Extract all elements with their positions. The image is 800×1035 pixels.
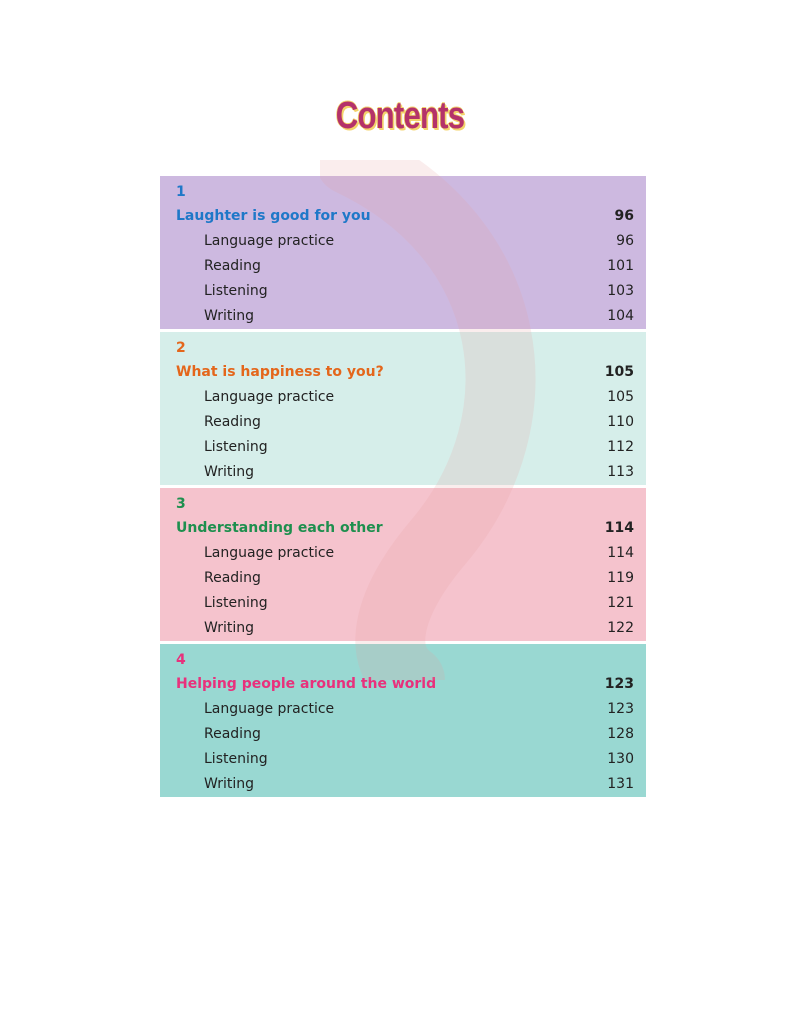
toc-section-row[interactable] (176, 460, 634, 485)
table-of-contents (160, 176, 646, 797)
section-page: 110 (607, 414, 634, 430)
section-page: 128 (607, 726, 634, 742)
unit-title: Laughter is good for you (176, 208, 371, 224)
section-label: Language practice (204, 233, 335, 249)
section-label: Reading (204, 414, 261, 430)
section-label: Reading (204, 726, 261, 742)
section-label: Language practice (204, 545, 335, 561)
section-page: 113 (607, 464, 634, 480)
toc-unit-3 (160, 485, 646, 641)
unit-number: 3 (176, 496, 186, 512)
section-page: 101 (607, 258, 634, 274)
section-label: Listening (204, 283, 268, 299)
section-page: 103 (607, 283, 634, 299)
section-label: Reading (204, 258, 261, 274)
toc-section-row[interactable] (176, 410, 634, 435)
unit-title-row[interactable] (176, 360, 634, 385)
section-label: Reading (204, 570, 261, 586)
section-page: 105 (607, 389, 634, 405)
section-label: Writing (204, 620, 254, 636)
unit-title-row[interactable] (176, 204, 634, 229)
toc-section-row[interactable] (176, 304, 634, 329)
unit-title: What is happiness to you? (176, 364, 384, 380)
toc-section-row[interactable] (176, 591, 634, 616)
section-page: 131 (607, 776, 634, 792)
unit-title-row[interactable] (176, 672, 634, 697)
section-label: Listening (204, 439, 268, 455)
section-list (176, 229, 634, 329)
unit-title: Understanding each other (176, 520, 383, 536)
unit-title-page: 96 (614, 208, 634, 224)
toc-section-row[interactable] (176, 279, 634, 304)
unit-title-page: 123 (604, 676, 634, 692)
section-list (176, 697, 634, 797)
toc-section-row[interactable] (176, 566, 634, 591)
section-page: 96 (616, 233, 634, 249)
toc-section-row[interactable] (176, 254, 634, 279)
toc-section-row[interactable] (176, 747, 634, 772)
section-page: 112 (607, 439, 634, 455)
unit-title-page: 105 (604, 364, 634, 380)
toc-section-row[interactable] (176, 616, 634, 641)
section-label: Writing (204, 776, 254, 792)
unit-title: Helping people around the world (176, 676, 437, 692)
unit-number: 1 (176, 184, 186, 200)
toc-section-row[interactable] (176, 435, 634, 460)
unit-title-page: 114 (604, 520, 634, 536)
section-label: Listening (204, 595, 268, 611)
section-page: 119 (607, 570, 634, 586)
section-page: 114 (607, 545, 634, 561)
section-label: Writing (204, 464, 254, 480)
toc-section-row[interactable] (176, 722, 634, 747)
toc-section-row[interactable] (176, 385, 634, 410)
section-page: 121 (607, 595, 634, 611)
section-label: Language practice (204, 701, 335, 717)
section-label: Listening (204, 751, 268, 767)
unit-title-row[interactable] (176, 516, 634, 541)
toc-unit-4 (160, 641, 646, 797)
section-label: Writing (204, 308, 254, 324)
section-page: 122 (607, 620, 634, 636)
toc-section-row[interactable] (176, 541, 634, 566)
toc-unit-2 (160, 329, 646, 485)
toc-section-row[interactable] (176, 229, 634, 254)
section-label: Language practice (204, 389, 335, 405)
unit-number: 2 (176, 340, 186, 356)
unit-number: 4 (176, 652, 186, 668)
section-list (176, 385, 634, 485)
section-page: 104 (607, 308, 634, 324)
section-page: 130 (607, 751, 634, 767)
toc-section-row[interactable] (176, 697, 634, 722)
section-page: 123 (607, 701, 634, 717)
toc-unit-1 (160, 176, 646, 329)
toc-section-row[interactable] (176, 772, 634, 797)
page-title: Contents (335, 95, 465, 137)
section-list (176, 541, 634, 641)
